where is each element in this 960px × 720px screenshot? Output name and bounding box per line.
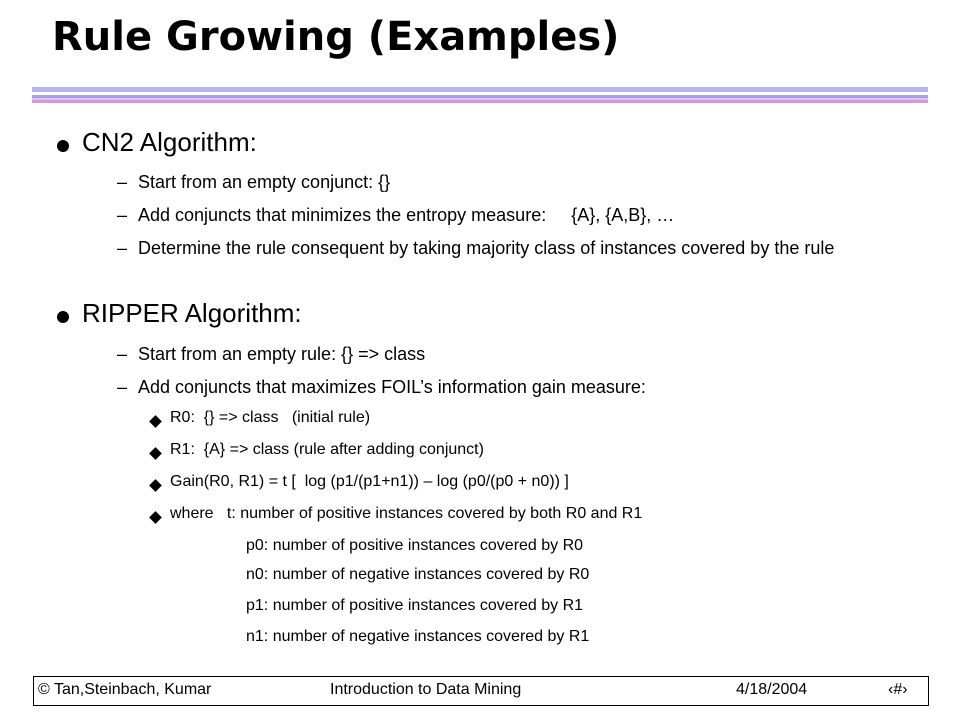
dash-marker: – <box>117 377 128 397</box>
bullet-dot <box>57 311 69 323</box>
dash-marker: – <box>117 344 128 364</box>
section-heading-cn2: CN2 Algorithm: <box>82 127 257 157</box>
definition-p1: p1: number of positive instances covered by R1 <box>246 597 584 614</box>
footer-authors: © Tan,Steinbach, Kumar <box>38 681 212 698</box>
sub-item: where t: number of positive instances covered by both R0 and R1 <box>170 505 643 522</box>
diamond-bullet-icon <box>149 415 162 428</box>
section-heading-ripper: RIPPER Algorithm: <box>82 298 302 328</box>
diamond-bullet-icon <box>149 479 162 492</box>
slide-title: Rule Growing (Examples) <box>52 14 620 60</box>
bullet-dot <box>57 140 69 152</box>
list-item: Start from an empty rule: {} => class <box>138 344 426 364</box>
list-item: Determine the rule consequent by taking majority class of instances covered by the rule <box>138 238 835 258</box>
footer-course: Introduction to Data Mining <box>330 681 522 698</box>
list-item: Add conjuncts that minimizes the entropy measure: {A}, {A,B}, … <box>138 205 675 225</box>
footer-date: 4/18/2004 <box>736 681 808 698</box>
dash-marker: – <box>117 172 128 192</box>
diamond-bullet-icon <box>149 511 162 524</box>
definition-n1: n1: number of negative instances covered by R1 <box>246 628 590 645</box>
dash-marker: – <box>117 238 128 258</box>
definition-p0: p0: number of positive instances covered by R0 <box>246 537 584 554</box>
list-item: Add conjuncts that maximizes FOIL’s information gain measure: <box>138 377 646 397</box>
dash-marker: – <box>117 205 128 225</box>
sub-item: R1: {A} => class (rule after adding conjunct) <box>170 441 484 458</box>
diamond-bullet-icon <box>149 447 162 460</box>
sub-item: R0: {} => class (initial rule) <box>170 409 371 426</box>
sub-item: Gain(R0, R1) = t [ log (p1/(p1+n1)) – log (p0/(p0 + n0)) ] <box>170 473 569 490</box>
footer-page-number: ‹#› <box>888 681 908 698</box>
list-item: Start from an empty conjunct: {} <box>138 172 391 192</box>
definition-n0: n0: number of negative instances covered by R0 <box>246 566 590 583</box>
